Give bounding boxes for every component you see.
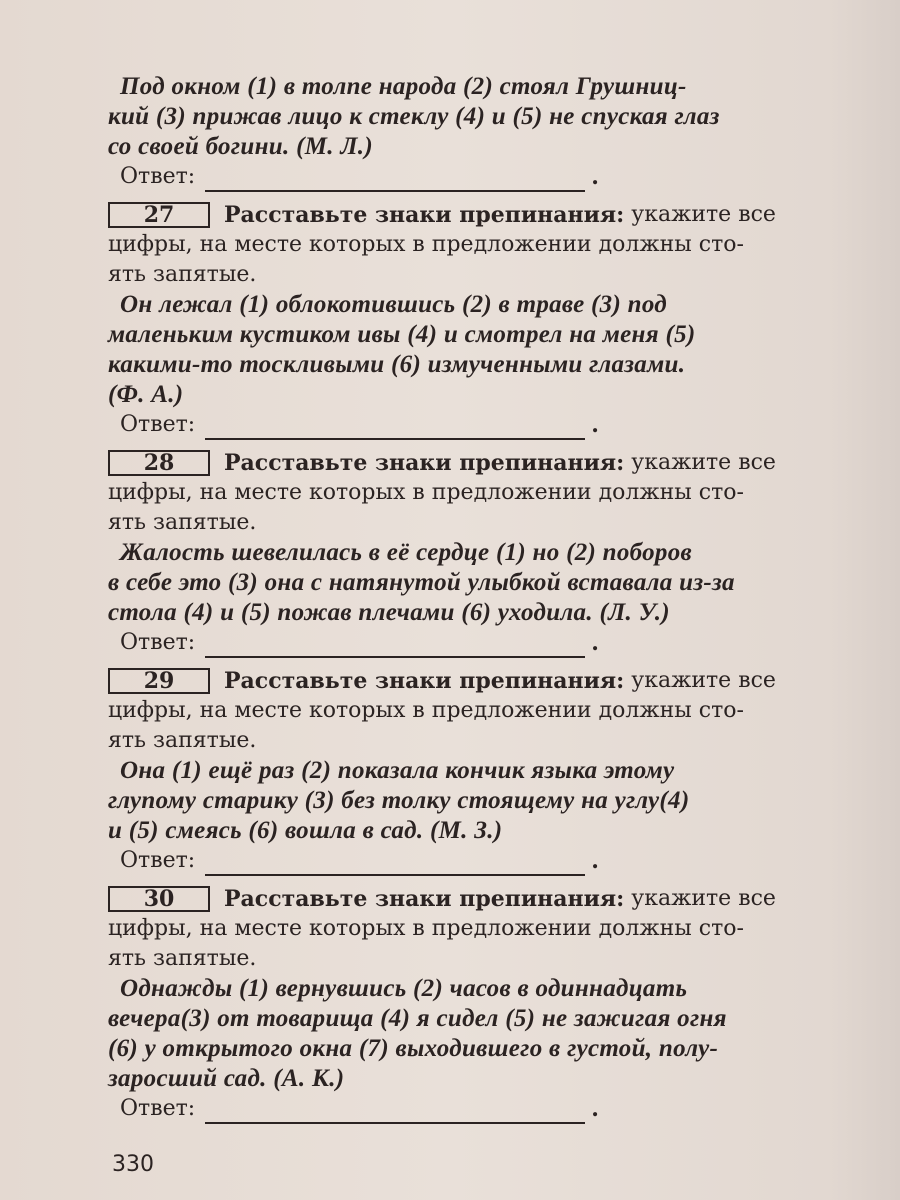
answer-field[interactable] xyxy=(108,1094,853,1124)
answer-label: Ответ: xyxy=(120,412,196,437)
task-header xyxy=(108,884,853,914)
task-number-box: 29 xyxy=(108,668,210,694)
answer-dot: . xyxy=(591,848,599,874)
page-number: 330 xyxy=(112,1152,154,1177)
instruction-bold: Расставьте знаки препинания: xyxy=(224,202,625,228)
answer-field[interactable] xyxy=(108,846,853,876)
answer-dot: . xyxy=(591,412,599,438)
sentence-line: кий (3) прижав лицо к стеклу (4) и (5) не спуская глаз xyxy=(108,103,720,130)
answer-line[interactable] xyxy=(205,418,585,440)
task-number-box: 28 xyxy=(108,450,210,476)
sentence-line: Она (1) ещё раз (2) показала кончик языка этому xyxy=(120,757,675,784)
sentence-line: со своей богини. (М. Л.) xyxy=(108,133,373,160)
sentence-line: стола (4) и (5) пожав плечами (6) уходила. (Л. У.) xyxy=(108,599,670,626)
task-header xyxy=(108,448,853,478)
sentence-line: Однажды (1) вернувшись (2) часов в одиннадцать xyxy=(120,975,688,1002)
sentence-line: (Ф. А.) xyxy=(108,381,184,408)
sentence-line: заросший сад. (А. К.) xyxy=(108,1065,345,1092)
answer-line[interactable] xyxy=(205,854,585,876)
instruction-text: ять запятые. xyxy=(108,262,257,287)
instruction-text: ять запятые. xyxy=(108,728,257,753)
answer-field[interactable] xyxy=(108,410,853,440)
answer-field[interactable] xyxy=(108,628,853,658)
instruction-bold: Расставьте знаки препинания: xyxy=(224,450,625,476)
answer-field[interactable] xyxy=(108,162,853,192)
sentence-line: маленьким кустиком ивы (4) и смотрел на меня (5) xyxy=(108,321,696,348)
answer-label: Ответ: xyxy=(120,1096,196,1121)
task-header xyxy=(108,200,853,230)
instruction-text: ять запятые. xyxy=(108,946,257,971)
sentence-line: Он лежал (1) облокотившись (2) в траве (3) под xyxy=(120,291,668,318)
sentence-line: Жалость шевелилась в её сердце (1) но (2) поборов xyxy=(120,539,692,566)
sentence-line: Под окном (1) в толпе народа (2) стоял Грушниц- xyxy=(120,73,687,100)
answer-label: Ответ: xyxy=(120,164,196,189)
instruction-text: ять запятые. xyxy=(108,510,257,535)
instruction-bold: Расставьте знаки препинания: xyxy=(224,668,625,694)
instruction-text: цифры, на месте которых в предложении должны сто- xyxy=(108,916,744,941)
answer-dot: . xyxy=(591,1096,599,1122)
sentence-line: глупому старику (3) без толку стоящему на углу(4) xyxy=(108,787,690,814)
answer-label: Ответ: xyxy=(120,630,196,655)
task-number-box: 27 xyxy=(108,202,210,228)
page-content xyxy=(108,72,868,1132)
answer-line[interactable] xyxy=(205,170,585,192)
sentence-line: в себе это (3) она с натянутой улыбкой вставала из-за xyxy=(108,569,735,596)
answer-line[interactable] xyxy=(205,636,585,658)
answer-dot: . xyxy=(591,164,599,190)
sentence-line: и (5) смеясь (6) вошла в сад. (М. З.) xyxy=(108,817,503,844)
instruction-text: укажите все xyxy=(631,886,776,911)
answer-label: Ответ: xyxy=(120,848,196,873)
instruction-text: цифры, на месте которых в предложении должны сто- xyxy=(108,698,744,723)
task-28 xyxy=(108,448,853,658)
answer-line[interactable] xyxy=(205,1102,585,1124)
instruction-text: укажите все xyxy=(631,450,776,475)
instruction-text: цифры, на месте которых в предложении должны сто- xyxy=(108,232,744,257)
task-30 xyxy=(108,884,853,1124)
sentence-line: какими-то тоскливыми (6) измученными глазами. xyxy=(108,351,686,378)
intro-sentence xyxy=(108,72,853,192)
instruction-text: укажите все xyxy=(631,668,776,693)
instruction-text: цифры, на месте которых в предложении должны сто- xyxy=(108,480,744,505)
sentence-line: (6) у открытого окна (7) выходившего в густой, полу- xyxy=(108,1035,719,1062)
task-27 xyxy=(108,200,853,440)
answer-dot: . xyxy=(591,630,599,656)
task-list xyxy=(108,200,868,1124)
task-number-box: 30 xyxy=(108,886,210,912)
instruction-bold: Расставьте знаки препинания: xyxy=(224,886,625,912)
instruction-text: укажите все xyxy=(631,202,776,227)
task-header xyxy=(108,666,853,696)
task-29 xyxy=(108,666,853,876)
sentence-line: вечера(3) от товарища (4) я сидел (5) не зажигая огня xyxy=(108,1005,727,1032)
